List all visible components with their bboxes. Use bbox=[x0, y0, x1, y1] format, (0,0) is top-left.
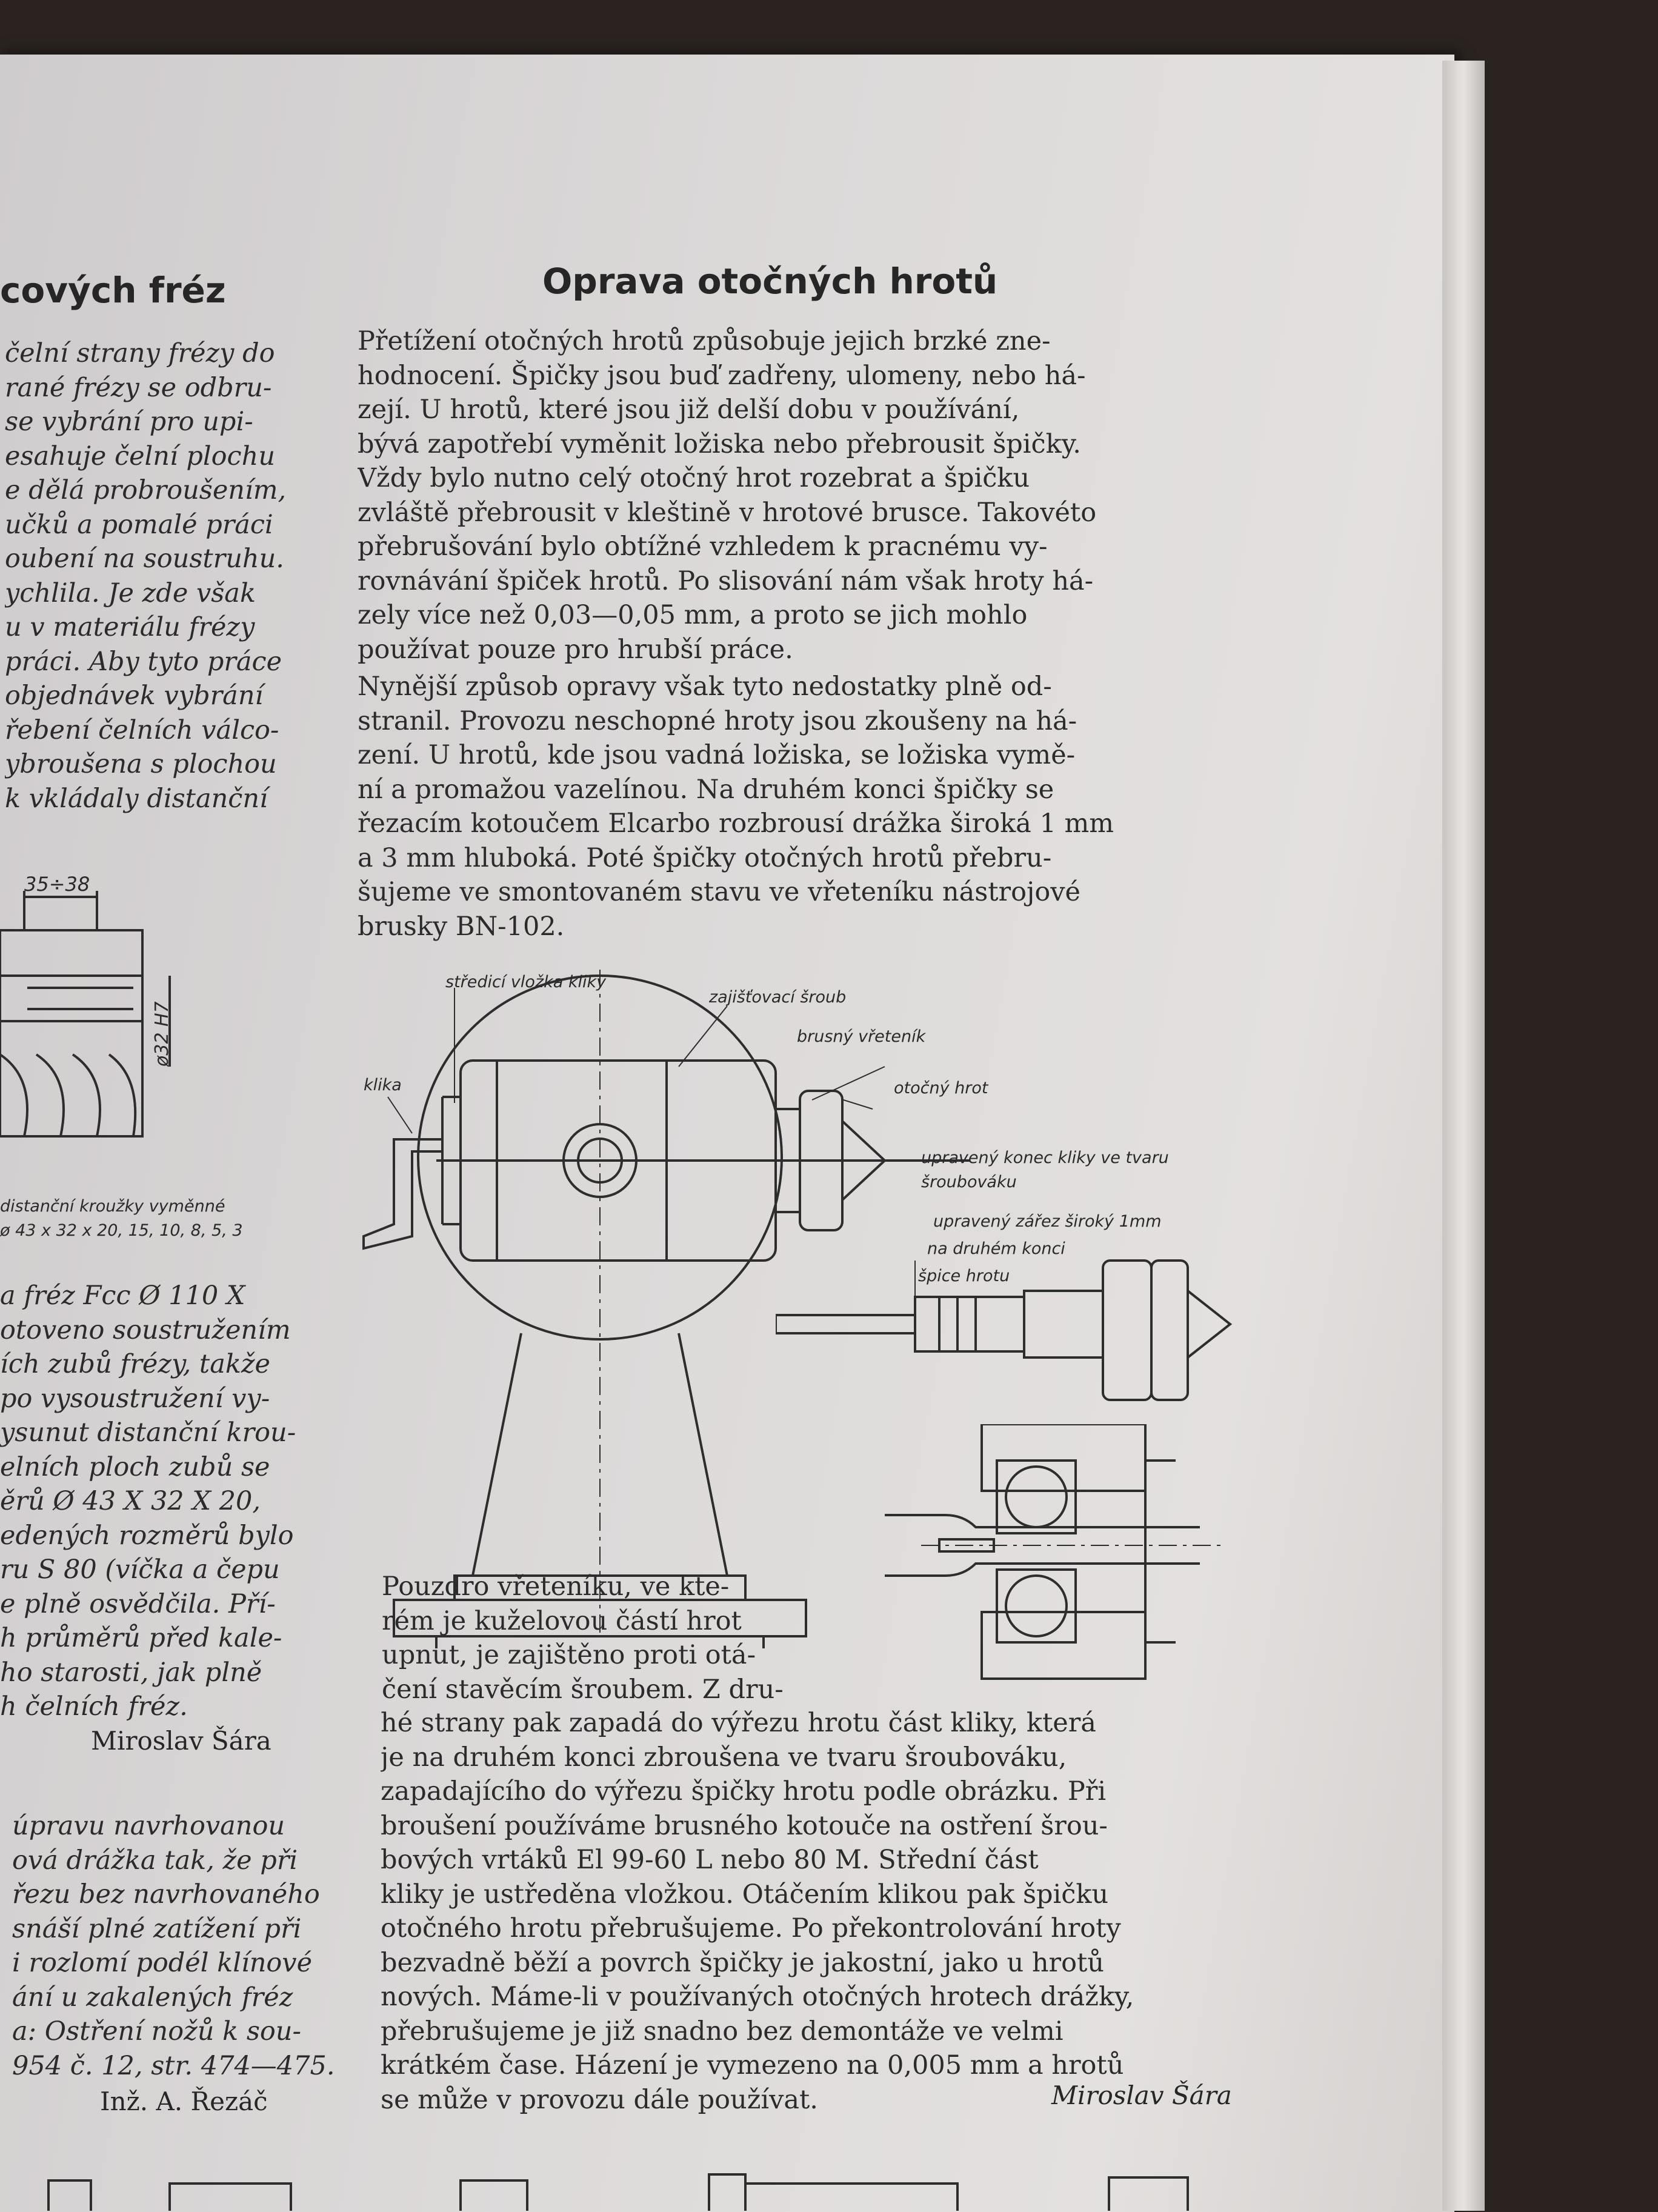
article-text-line: Pouzdro vřeteníku, ve kte- bbox=[382, 1571, 730, 1602]
article-text-line: řezacím kotoučem Elcarbo rozbrousí drážka široká 1 mm bbox=[358, 808, 1114, 839]
left-text-line: úpravu navrhovanou bbox=[12, 1811, 285, 1841]
live-center-detail bbox=[776, 1236, 1260, 1418]
article-text-line: hé strany pak zapadá do výřezu hrotu část kliky, která bbox=[381, 1708, 1096, 1738]
label-slot-3: špice hrotu bbox=[918, 1267, 1010, 1285]
left-text-line: ěrů Ø 43 X 32 X 20, bbox=[0, 1486, 261, 1516]
article-text-line: zejí. U hrotů, které jsou již delší dobu v používání, bbox=[358, 395, 1020, 425]
article-text-line: otočného hrotu přebrušujeme. Po překontrolování hroty bbox=[381, 1913, 1121, 1944]
left-author-1: Miroslav Šára bbox=[91, 1726, 271, 1756]
article-text-line: přebrušování bylo obtížné vzhledem k pracnému vy- bbox=[358, 531, 1048, 562]
left-text-line: 954 č. 12, str. 474—475. bbox=[12, 2050, 335, 2081]
left-text-line: otoveno soustružením bbox=[0, 1314, 291, 1345]
article-text-line: hodnocení. Špičky jsou buď zadřeny, ulomeny, nebo há- bbox=[358, 360, 1086, 391]
article-text-line: kliky je ustředěna vložkou. Otáčením klikou pak špičku bbox=[381, 1879, 1109, 1910]
left-text-line: rané frézy se odbru- bbox=[5, 372, 272, 403]
label-crank-end-2: šroubováku bbox=[921, 1173, 1017, 1191]
article-title: Oprava otočných hrotů bbox=[542, 261, 998, 302]
left-text-line: e dělá probroušením, bbox=[5, 475, 287, 505]
article-text-line: stranil. Provozu neschopné hroty jsou zkoušeny na há- bbox=[358, 705, 1077, 736]
label-center-insert: středicí vložka kliky bbox=[445, 973, 607, 991]
label-crank: klika bbox=[364, 1076, 402, 1094]
label-lock-screw: zajišťovací šroub bbox=[709, 988, 847, 1007]
article-text-line: broušení používáme brusného kotouče na ostření šrou- bbox=[381, 1810, 1108, 1841]
left-column-middle-text bbox=[0, 1279, 296, 1724]
left-cutter-drawing bbox=[0, 873, 230, 1188]
article-text-line: krátkém čase. Házení je vymezeno na 0,005 mm a hrotů bbox=[381, 2050, 1124, 2080]
left-text-line: ání u zakalených fréz bbox=[12, 1982, 293, 2013]
article-text-line: upnut, je zajištěno proti otá- bbox=[382, 1640, 756, 1670]
left-text-line: práci. Aby tyto práce bbox=[5, 646, 282, 677]
article-text-line: bových vrtáků El 99-60 L nebo 80 M. Střední část bbox=[381, 1845, 1039, 1875]
left-text-line: e plně osvědčila. Pří- bbox=[0, 1588, 276, 1619]
left-text-line: ho starosti, jak plně bbox=[0, 1657, 262, 1688]
article-text-line: rovnávání špiček hrotů. Po slisování nám však hroty há- bbox=[358, 565, 1094, 596]
bottom-figure-fragments bbox=[0, 2168, 1212, 2211]
article-para-1 bbox=[358, 324, 1096, 667]
article-text-line: a 3 mm hluboká. Poté špičky otočných hrotů přebru- bbox=[358, 842, 1052, 873]
article-text-line: se může v provozu dále používat. bbox=[381, 2084, 818, 2115]
article-para-3-short bbox=[382, 1570, 784, 1707]
label-slot-2: na druhém konci bbox=[927, 1239, 1065, 1258]
left-dim-side: ø32 H7 bbox=[151, 1001, 173, 1067]
left-text-line: po vysoustružení vy- bbox=[0, 1383, 270, 1414]
page-edge bbox=[1442, 61, 1485, 2211]
left-text-line: ích zubů frézy, takže bbox=[0, 1349, 270, 1379]
left-text-line: esahuje čelní plochu bbox=[5, 441, 276, 471]
left-column-top-text bbox=[5, 336, 286, 816]
left-text-line: objednávek vybrání bbox=[5, 681, 264, 711]
article-text-line: přebrušujeme je již snadno bez demontáže ve velmi bbox=[381, 2016, 1064, 2047]
article-text-line: Nynější způsob opravy však tyto nedostatky plně od- bbox=[358, 671, 1052, 702]
left-text-line: edených rozměrů bylo bbox=[0, 1520, 294, 1551]
article-para-2 bbox=[358, 670, 1114, 944]
left-text-line: u v materiálu frézy bbox=[5, 612, 255, 642]
left-text-line: a: Ostření nožů k sou- bbox=[12, 2016, 302, 2047]
left-text-line: ová drážka tak, že při bbox=[12, 1845, 298, 1876]
article-text-line: Vždy bylo nutno celý otočný hrot rozebrat a špičku bbox=[358, 463, 1030, 493]
left-text-line: h průměrů před kale- bbox=[0, 1623, 282, 1653]
article-text-line: čení stavěcím šroubem. Z dru- bbox=[382, 1674, 784, 1705]
left-text-line: oubení na soustruhu. bbox=[5, 544, 284, 574]
label-grinding-head: brusný vřeteník bbox=[797, 1027, 926, 1046]
left-author-2: Inž. A. Řezáč bbox=[100, 2087, 268, 2116]
left-column-bottom-text bbox=[12, 1809, 335, 2083]
article-text-line: nových. Máme-li v používaných otočných hrotech drážky, bbox=[381, 1982, 1134, 2012]
left-text-line: ychlila. Je zde však bbox=[5, 578, 256, 608]
label-live-center: otočný hrot bbox=[894, 1079, 988, 1098]
article-text-line: Přetížení otočných hrotů způsobuje jejich brzké zne- bbox=[358, 326, 1051, 356]
article-text-line: zení. U hrotů, kde jsou vadná ložiska, se ložiska vymě- bbox=[358, 740, 1076, 770]
left-text-line: ysunut distanční krou- bbox=[0, 1417, 296, 1448]
label-slot-1: upravený zářez široký 1mm bbox=[933, 1212, 1162, 1231]
left-text-line: čelní strany frézy do bbox=[5, 338, 275, 368]
left-text-line: ru S 80 (víčka a čepu bbox=[0, 1554, 280, 1585]
article-para-3 bbox=[381, 1706, 1134, 2117]
left-text-line: k vkládaly distanční bbox=[5, 783, 268, 814]
left-text-line: se vybrání pro upi- bbox=[5, 407, 253, 437]
label-crank-end-1: upravený konec kliky ve tvaru bbox=[921, 1148, 1169, 1167]
left-text-line: učků a pomalé práci bbox=[5, 509, 273, 540]
left-caption-2: ø 43 x 32 x 20, 15, 10, 8, 5, 3 bbox=[0, 1221, 243, 1240]
left-text-line: a fréz Fcc Ø 110 X bbox=[0, 1281, 245, 1311]
article-text-line: ní a promažou vazelínou. Na druhém konci špičky se bbox=[358, 774, 1054, 805]
article-text-line: rém je kuželovou částí hrot bbox=[382, 1605, 742, 1636]
article-author: Miroslav Šára bbox=[1051, 2080, 1232, 2110]
article-text-line: bývá zapotřebí vyměnit ložiska nebo přebrousit špičky. bbox=[358, 428, 1081, 459]
left-caption-1: distanční kroužky vyměnné bbox=[0, 1197, 225, 1216]
left-column-title: cových fréz bbox=[0, 270, 226, 311]
left-text-line: ybroušena s plochou bbox=[5, 749, 277, 779]
article-text-line: šujeme ve smontovaném stavu ve vřeteníku nástrojové bbox=[358, 877, 1080, 907]
article-text-line: používat pouze pro hrubší práce. bbox=[358, 634, 793, 665]
bearing-section-detail bbox=[885, 1424, 1224, 1697]
article-text-line: zapadajícího do výřezu špičky hrotu podle obrázku. Při bbox=[381, 1776, 1107, 1807]
left-text-line: řebení čelních válco- bbox=[5, 715, 279, 745]
left-text-line: elních ploch zubů se bbox=[0, 1451, 270, 1482]
article-text-line: bezvadně běží a povrch špičky je jakostní, jako u hrotů bbox=[381, 1947, 1104, 1978]
article-text-line: zvláště přebrousit v kleštině v hrotové brusce. Takovéto bbox=[358, 497, 1097, 528]
left-text-line: snáší plné zatížení při bbox=[12, 1913, 302, 1944]
left-dim-top: 35÷38 bbox=[24, 873, 90, 896]
left-text-line: řezu bez navrhovaného bbox=[12, 1879, 320, 1910]
left-text-line: i rozlomí podél klínové bbox=[12, 1948, 313, 1978]
article-text-line: je na druhém konci zbroušena ve tvaru šroubováku, bbox=[381, 1742, 1067, 1773]
article-text-line: zely více než 0,03—0,05 mm, a proto se jich mohlo bbox=[358, 600, 1028, 630]
article-text-line: brusky BN-102. bbox=[358, 911, 565, 942]
left-text-line: h čelních fréz. bbox=[0, 1691, 188, 1722]
